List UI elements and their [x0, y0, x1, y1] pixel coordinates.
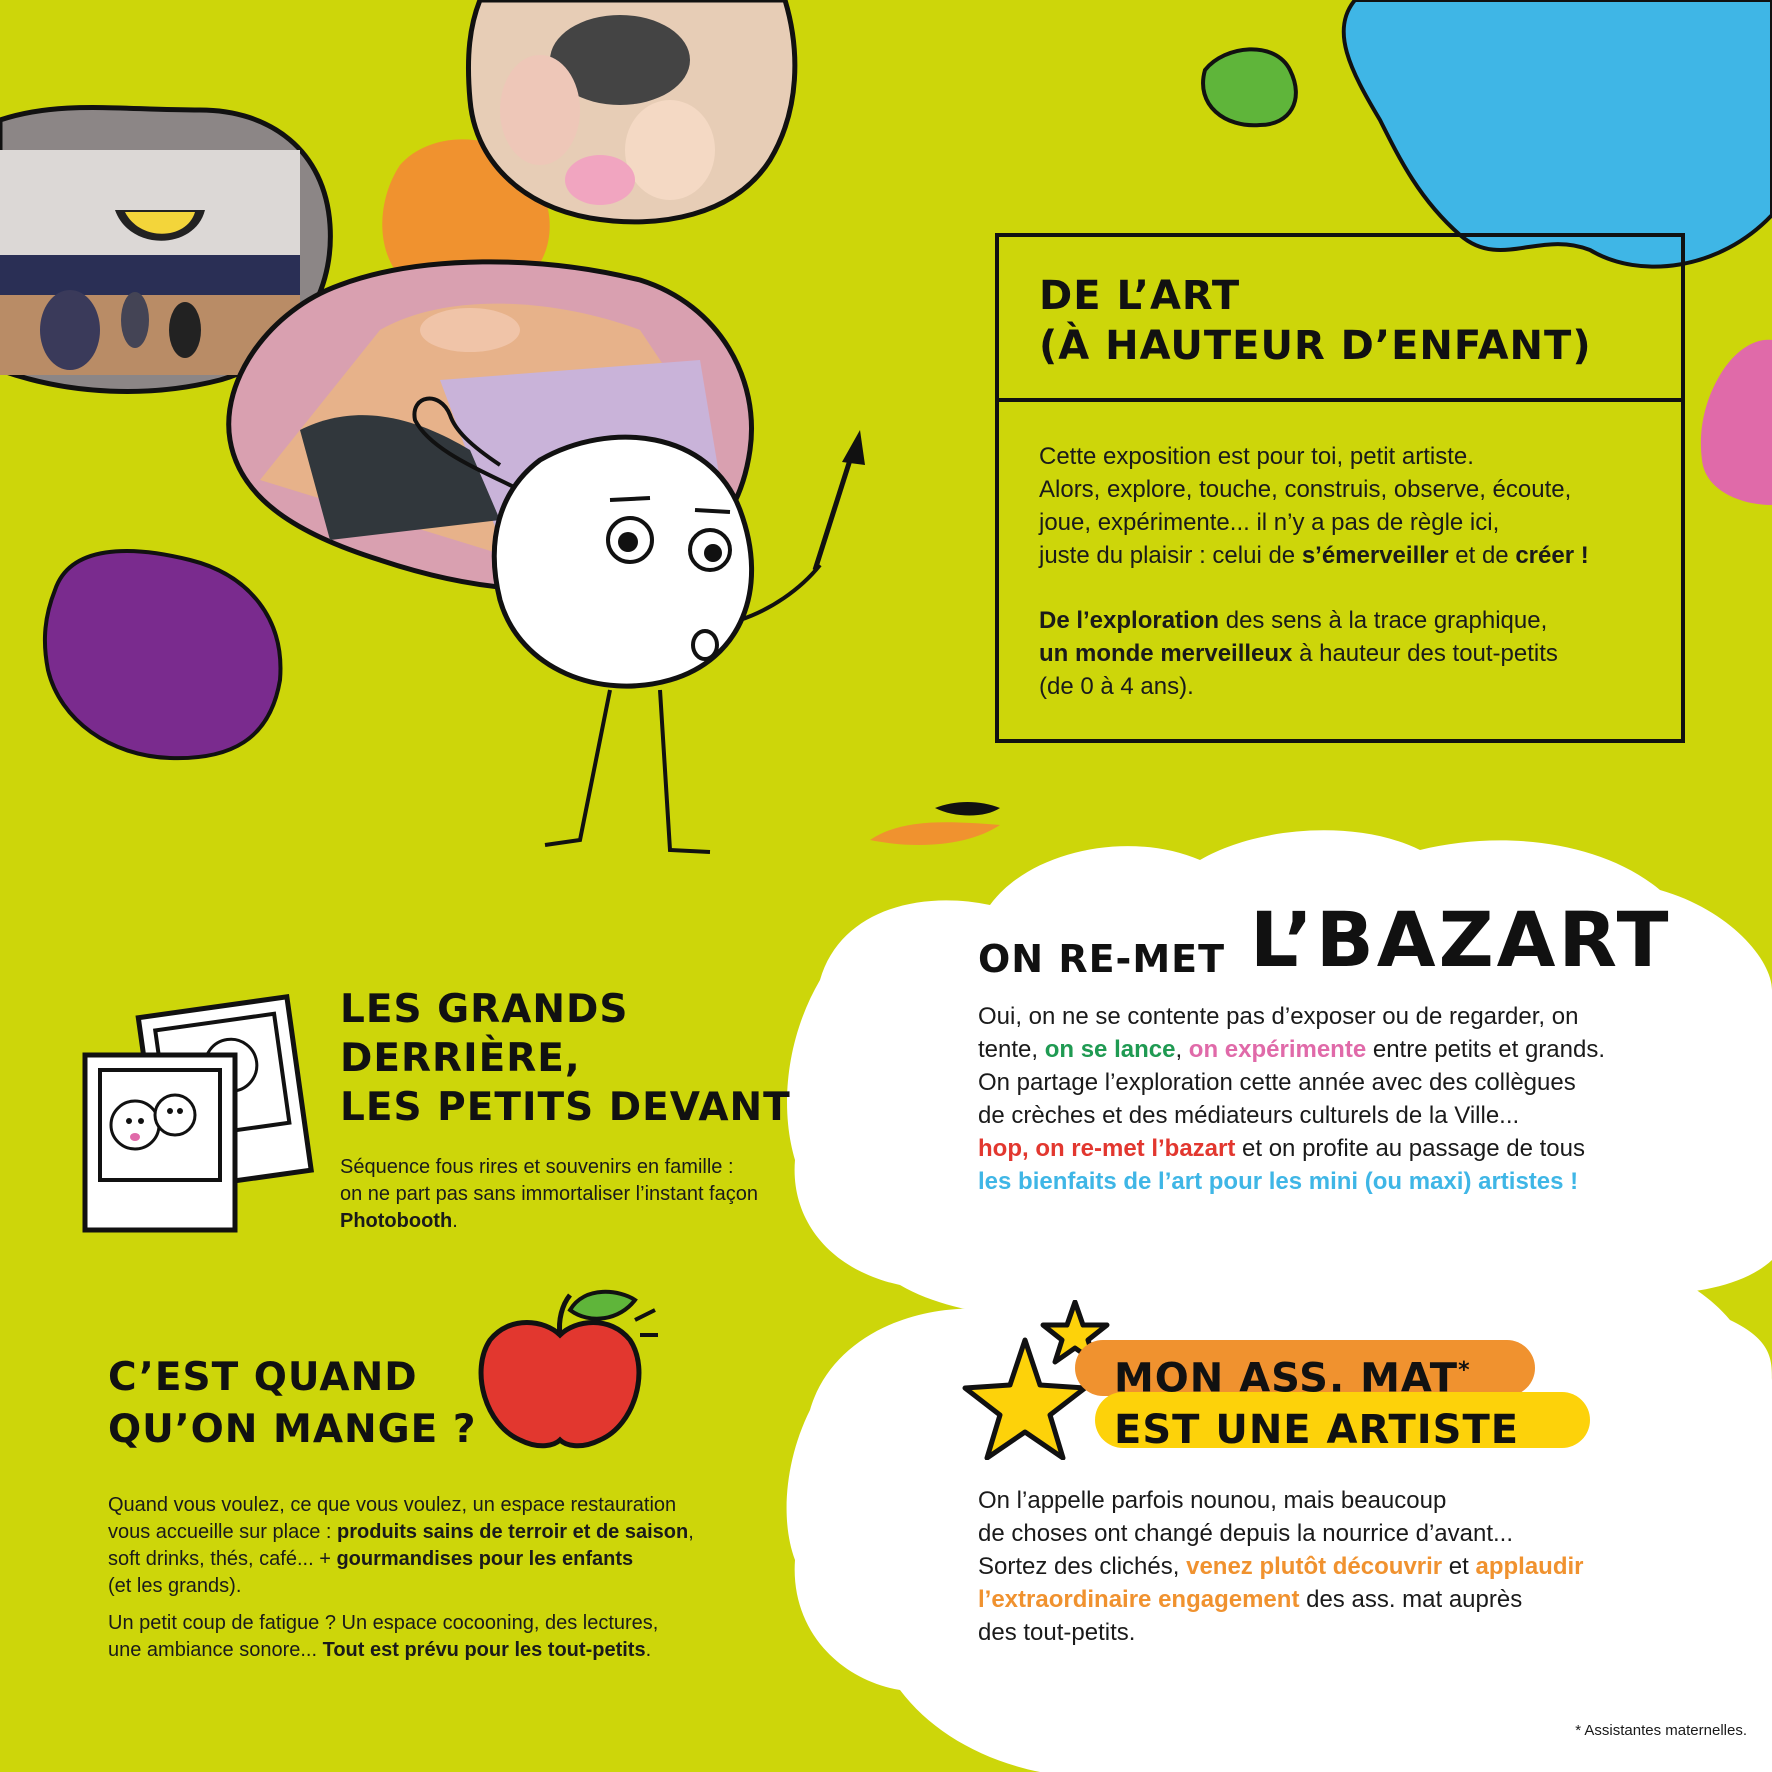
bazart-line2a: tente, — [978, 1036, 1045, 1063]
assmat-line5: des tout-petits. — [978, 1619, 1136, 1647]
photobooth-title-line3: LES PETITS DEVANT — [340, 1085, 791, 1130]
photo-frame-icon — [75, 985, 325, 1245]
bazart-line4: de crèches et des médiateurs culturels de la Ville... — [978, 1102, 1520, 1129]
intro-p1-line1: Cette exposition est pour toi, petit artiste. — [1039, 443, 1474, 470]
assmat-line2: de choses ont changé depuis la nourrice d’avant... — [978, 1520, 1514, 1548]
bazart-section — [978, 885, 1718, 1198]
assmat-section — [978, 1345, 1718, 1649]
food-title-line1: C’EST QUAND — [108, 1355, 418, 1400]
food-line6c: . — [645, 1639, 652, 1661]
intro-title-area — [999, 237, 1681, 402]
photobooth-line3a: Photobooth — [340, 1210, 453, 1232]
assmat-title-line2: EST UNE ARTISTE — [1114, 1407, 1520, 1454]
photobooth-line2: on ne part pas sans immortaliser l’instant façon — [340, 1183, 758, 1205]
bazart-line6: les bienfaits de l’art pour les mini (ou maxi) artistes ! — [978, 1168, 1579, 1195]
photobooth-title-line2: DERRIÈRE, — [340, 1036, 581, 1081]
intro-box — [995, 233, 1685, 743]
assmat-line3a: Sortez des clichés, — [978, 1553, 1187, 1581]
food-line1: Quand vous voulez, ce que vous voulez, un espace restauration — [108, 1494, 677, 1516]
food-line4: (et les grands). — [108, 1575, 242, 1597]
bazart-line5b: et on profite au passage de tous — [1235, 1135, 1585, 1162]
intro-p2-line2a: un monde merveilleux — [1039, 640, 1293, 667]
food-line6a: une ambiance sonore... — [108, 1639, 323, 1661]
bazart-line2b: on se lance — [1044, 1036, 1176, 1063]
intro-p1-line2: Alors, explore, touche, construis, observe, écoute, — [1039, 476, 1572, 503]
food-section — [108, 1352, 788, 1664]
intro-p2-line1a: De l’exploration — [1039, 607, 1220, 634]
footnote: * Assistantes maternelles. — [1575, 1722, 1747, 1739]
bazart-title-a: ON RE-MET — [978, 937, 1226, 981]
intro-title-line1: DE L’ART — [1039, 273, 1241, 319]
bazart-line3: On partage l’exploration cette année avec des collègues — [978, 1069, 1576, 1096]
assmat-line3d: applaudir — [1475, 1553, 1584, 1581]
bazart-title-b: L’BAZART — [1250, 895, 1672, 984]
character-mascot — [410, 390, 1010, 880]
intro-p1-line4d: créer ! — [1515, 542, 1589, 569]
intro-p1-line4b: s’émerveiller — [1301, 542, 1449, 569]
photobooth-line1: Séquence fous rires et souvenirs en famille : — [340, 1156, 734, 1178]
food-line2a: vous accueille sur place : — [108, 1521, 338, 1543]
bazart-line2d: on expérimente — [1188, 1036, 1367, 1063]
bazart-line1: Oui, on ne se contente pas d’exposer ou de regarder, on — [978, 1003, 1579, 1030]
intro-p2-line2b: à hauteur des tout-petits — [1292, 640, 1558, 667]
food-line6b: Tout est prévu pour les tout-petits — [322, 1639, 646, 1661]
photobooth-title-line1: LES GRANDS — [340, 987, 629, 1032]
assmat-line3c: et — [1442, 1553, 1476, 1581]
assmat-title-star: * — [1458, 1358, 1471, 1383]
food-line2c: , — [688, 1521, 694, 1543]
food-title-line2: QU’ON MANGE ? — [108, 1407, 477, 1452]
food-line2b: produits sains de terroir et de saison — [337, 1521, 689, 1543]
assmat-title-line1: MON ASS. MAT — [1114, 1355, 1459, 1402]
photobooth-section — [340, 985, 860, 1235]
intro-p2-line1b: des sens à la trace graphique, — [1219, 607, 1548, 634]
assmat-title-line1-wrap — [978, 1345, 1718, 1404]
photobooth-line3b: . — [452, 1210, 458, 1232]
pink-blob — [1701, 340, 1772, 505]
assmat-line1: On l’appelle parfois nounou, mais beaucoup — [978, 1487, 1447, 1515]
bazart-line5a: hop, on re-met l’bazart — [978, 1135, 1236, 1162]
assmat-line4a: l’extraordinaire engagement — [978, 1586, 1300, 1614]
intro-p2-line3: (de 0 à 4 ans). — [1039, 673, 1194, 700]
food-line5: Un petit coup de fatigue ? Un espace cocooning, des lectures, — [108, 1612, 659, 1634]
food-line3a: soft drinks, thés, café... + — [108, 1548, 337, 1570]
assmat-line3b: venez plutôt découvrir — [1186, 1553, 1443, 1581]
bazart-title — [978, 885, 1718, 984]
purple-blob — [45, 551, 281, 758]
green-blob — [1203, 49, 1296, 125]
bazart-line2e: entre petits et grands. — [1366, 1036, 1605, 1063]
intro-p1-line4a: juste du plaisir : celui de — [1039, 542, 1302, 569]
intro-title-line2: (À HAUTEUR D’ENFANT) — [1039, 323, 1592, 369]
assmat-line4b: des ass. mat auprès — [1299, 1586, 1523, 1614]
food-line3b: gourmandises pour les enfants — [336, 1548, 634, 1570]
intro-body — [999, 402, 1681, 703]
bazart-line2c: , — [1175, 1036, 1189, 1063]
intro-p1-line3: joue, expérimente... il n’y a pas de règle ici, — [1039, 509, 1500, 536]
blue-blob — [1344, 0, 1772, 267]
intro-p1-line4c: et de — [1448, 542, 1516, 569]
